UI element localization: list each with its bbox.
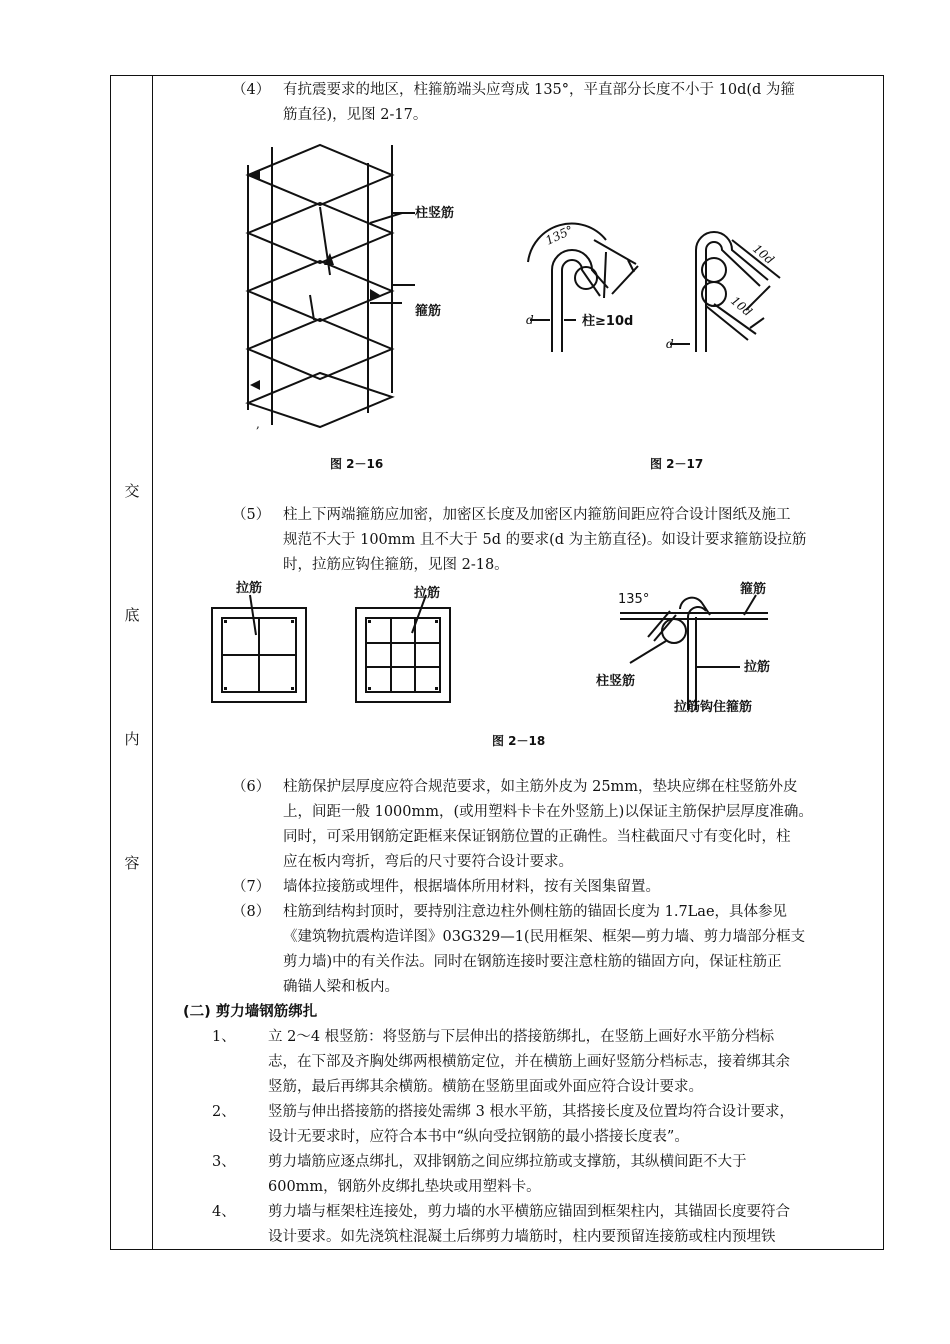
figure-2-17	[520, 210, 790, 360]
fig18-caption: 图 2－18	[492, 734, 546, 748]
side-label-char: 底	[124, 606, 140, 624]
column-divider	[152, 75, 153, 1250]
fig18-angle: 135°	[618, 592, 650, 607]
fig17-d: d	[526, 313, 534, 327]
item-number: （5）	[232, 507, 271, 523]
item-number: （4）	[232, 82, 271, 98]
step-number: 3、	[212, 1154, 236, 1170]
item-text-line: 有抗震要求的地区，柱箍筋端头应弯成 135°，平直部分长度不小于 10d(d 为箍	[283, 82, 795, 98]
step-number: 2、	[212, 1104, 236, 1120]
item-text-line: 柱上下两端箍筋应加密，加密区长度及加密区内箍筋间距应符合设计图纸及施工	[283, 507, 791, 523]
side-label-char: 交	[124, 482, 140, 500]
figure-2-18	[200, 575, 800, 720]
fig18-tie: 拉筋	[744, 660, 771, 675]
step-text-line: 竖筋与伸出搭接筋的搭接处需绑 3 根水平筋，其搭接长度及位置均符合设计要求，	[268, 1104, 794, 1120]
fig16-caption: 图 2－16	[330, 457, 384, 471]
item-text-line: 墙体拉接筋或埋件，根据墙体所用材料，按有关图集留置。	[283, 879, 660, 895]
fig18-stirrup: 箍筋	[740, 582, 767, 597]
step-text-line: 立 2～4 根竖筋：将竖筋与下层伸出的搭接筋绑扎，在竖筋上画好水平筋分档标	[268, 1029, 775, 1045]
fig18-tie-a: 拉筋	[236, 581, 263, 596]
fig17-d2: d	[666, 337, 674, 351]
item-text-line: 确锚人梁和板内。	[283, 979, 399, 995]
item-number: （7）	[232, 879, 271, 895]
item-text-line: 规范不大于 100mm 且不大于 5d 的要求(d 为主筋直径)。如设计要求箍筋设拉筋	[283, 532, 807, 548]
item-text-line: 时，拉筋应钩住箍筋，见图 2-18。	[283, 557, 509, 573]
step-text-line: 志，在下部及齐胸处绑两根横筋定位，并在横筋上画好竖筋分档标志，接着绑其余	[268, 1054, 790, 1070]
step-number: 1、	[212, 1029, 236, 1045]
item-text-line: 《建筑物抗震构造详图》03G329—1(民用框架、框架—剪力墙、剪力墙部分框支	[283, 929, 806, 945]
fig17-caption: 图 2－17	[650, 457, 704, 471]
step-text-line: 竖筋，最后再绑其余横筋。横筋在竖筋里面或外面应符合设计要求。	[268, 1079, 703, 1095]
section-heading: (二) 剪力墙钢筋绑扎	[183, 1004, 318, 1020]
step-number: 4、	[212, 1204, 236, 1220]
fig17-len2: 10d	[728, 293, 755, 320]
side-label-char: 内	[124, 730, 140, 748]
item-text-line: 柱筋到结构封顶时，要持别注意边柱外侧柱筋的锚固长度为 1.7Lae，具体参见	[283, 904, 788, 920]
item-text-line: 剪力墙)中的有关作法。同时在钢筋连接时要注意柱筋的锚固方向，保证柱筋正	[283, 954, 782, 970]
fig16-label-column-bar: 柱竖筋	[415, 206, 455, 221]
figure-2-16	[230, 135, 480, 435]
item-text-line: 同时，可采用钢筋定距框来保证钢筋位置的正确性。当柱截面尺寸有变化时，柱	[283, 829, 791, 845]
item-text-line: 应在板内弯折，弯后的尺寸要符合设计要求。	[283, 854, 573, 870]
step-text-line: 剪力墙筋应逐点绑扎，双排钢筋之间应绑拉筋或支撑筋，其纵横间距不大于	[268, 1154, 747, 1170]
fig17-col-len: 柱≥10d	[582, 314, 634, 329]
step-text-line: 600mm，钢筋外皮绑扎垫块或用塑料卡。	[268, 1179, 541, 1195]
fig18-column-bar: 柱竖筋	[596, 674, 636, 689]
item-text-line: 柱筋保护层厚度应符合规范要求，如主筋外皮为 25mm，垫块应绑在柱竖筋外皮	[283, 779, 798, 795]
step-text-line: 设计要求。如先浇筑柱混凝土后绑剪力墙筋时，柱内要预留连接筋或柱内预埋铁	[268, 1229, 776, 1245]
step-text-line: 剪力墙与框架柱连接处，剪力墙的水平横筋应锚固到框架柱内，其锚固长度要符合	[268, 1204, 790, 1220]
svg-text:,: ,	[256, 417, 260, 431]
fig18-tie-b: 拉筋	[414, 586, 441, 601]
item-text-line: 上，间距一般 1000mm，(或用塑料卡卡在外竖筋上)以保证主筋保护层厚度准确。	[283, 804, 813, 820]
fig18-hook-caption: 拉筋钩住箍筋	[674, 700, 753, 715]
fig17-angle: 135°	[543, 222, 576, 248]
fig16-label-stirrup: 箍筋	[415, 304, 442, 319]
step-text-line: 设计无要求时，应符合本书中“纵向受拉钢筋的最小搭接长度表”。	[268, 1129, 689, 1145]
side-label-char: 容	[124, 854, 140, 872]
fig17-len1: 10d	[750, 241, 777, 268]
item-number: （6）	[232, 779, 271, 795]
item-number: （8）	[232, 904, 271, 920]
item-text-line: 筋直径)，见图 2-17。	[283, 107, 428, 123]
